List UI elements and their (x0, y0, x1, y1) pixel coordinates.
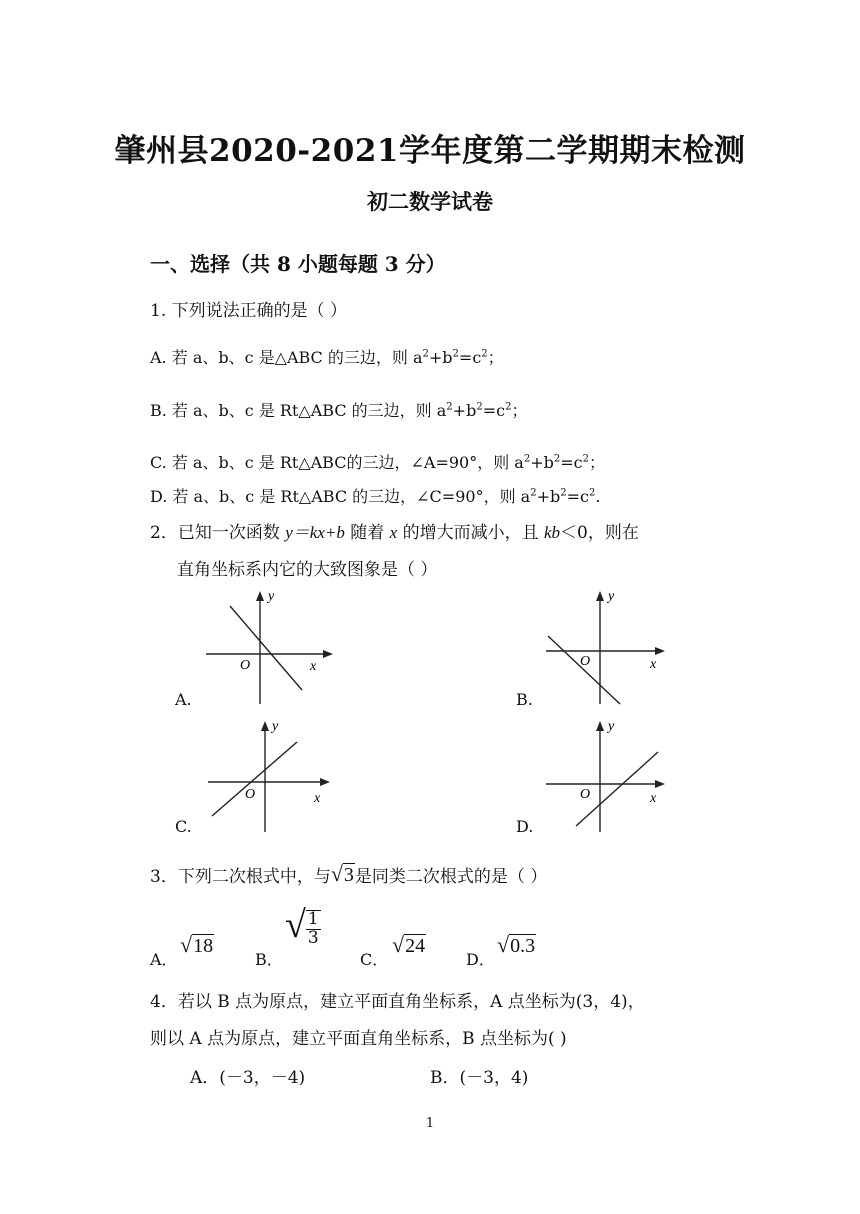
sqrt-icon: √ (497, 932, 510, 957)
q3-d-label: D． (466, 950, 495, 969)
q3-a-radicand: 18 (193, 935, 214, 957)
q1-c-end: ； (589, 453, 606, 472)
q3-d-expr (497, 934, 536, 958)
q1-a-text: A. 若 a、b、c 是△ABC 的三边，则 a (150, 348, 423, 367)
function-line (548, 636, 620, 704)
q1-d-end: . (595, 487, 601, 506)
q1-b-eq: =c (482, 401, 506, 420)
q4-option-b: B．(－3，4) (430, 1068, 529, 1088)
q3-a-expr (180, 934, 214, 958)
q1-c-exp3: 2 (582, 453, 589, 465)
q2-graph-d (540, 714, 680, 834)
axis-x-label: x (310, 659, 317, 674)
q1-a-end: ； (487, 348, 504, 367)
sqrt-icon: √ (392, 932, 405, 957)
q1-d-exp3: 2 (588, 487, 596, 499)
q2-option-d-label: D. (516, 817, 534, 836)
q1-stem: 1. 下列说法正确的是（ ） (150, 301, 348, 321)
q1-c-eq: =c (560, 453, 583, 472)
q1-option-d (150, 484, 600, 507)
sqrt-icon: √ (330, 860, 343, 886)
q3-stem (150, 862, 547, 887)
q1-d-plus: +b (536, 487, 561, 506)
q2-graph-a (200, 586, 340, 708)
q3-b-fraction (306, 910, 321, 948)
sqrt-icon: √ (285, 904, 306, 946)
q1-option-a (150, 345, 504, 368)
function-line (230, 606, 302, 690)
y-axis-arrow-icon (596, 721, 604, 731)
q3-stem-suffix: 是同类二次根式的是（ ） (354, 867, 548, 887)
x-axis-arrow-icon (655, 647, 665, 655)
q2-stem-suffix: ＜0，则在 (560, 523, 639, 543)
q1-b-exp2: 2 (476, 401, 483, 413)
q3-a-label: A． (150, 950, 178, 969)
q3-stem-prefix: 3．下列二次根式中，与 (150, 867, 331, 887)
origin-label: O (580, 654, 591, 669)
q2-stem-line2: 直角坐标系内它的大致图象是（ ） (177, 560, 438, 580)
axis-y-label: y (272, 719, 279, 734)
origin-label: O (580, 787, 591, 802)
axis-x-label: x (314, 791, 321, 806)
q3-b-label: B． (255, 950, 283, 969)
q3-d-radicand: 0.3 (510, 935, 536, 957)
axis-y-label: y (608, 719, 615, 734)
q3-b-numerator: 1 (307, 909, 319, 929)
q2-var-x: x (389, 523, 398, 542)
x-axis-arrow-icon (323, 650, 333, 658)
q1-c-exp1: 2 (523, 453, 531, 465)
q1-c-plus: +b (530, 453, 554, 472)
q2-kb: kb (544, 523, 561, 542)
q2-graph-c (200, 714, 340, 834)
q3-ref-sqrt (330, 860, 355, 887)
q3-c-expr (392, 934, 426, 958)
page-number: 1 (425, 1116, 435, 1131)
exam-title: 肇州县2020-2021学年度第二学期期末检测 (114, 133, 746, 169)
x-axis-arrow-icon (320, 778, 330, 786)
q3-ref-radicand: 3 (343, 863, 354, 886)
q2-option-a-label: A. (175, 690, 192, 709)
q1-c-exp2: 2 (553, 453, 561, 465)
exam-subtitle: 初二数学试卷 (367, 189, 493, 214)
axis-y-label: y (608, 589, 615, 604)
axis-x-label: x (650, 791, 657, 806)
x-axis-arrow-icon (655, 780, 665, 788)
y-axis-arrow-icon (596, 591, 604, 601)
q3-b-denominator: 3 (307, 927, 319, 948)
y-axis-arrow-icon (261, 721, 269, 731)
q1-a-exp1: 2 (422, 348, 429, 360)
section-heading: 一、选择（共 8 小题每题 3 分） (150, 252, 446, 276)
q1-a-exp2: 2 (452, 348, 459, 360)
q1-a-plus: +b (428, 348, 453, 367)
q3-b-expr (285, 906, 321, 948)
q1-d-text: D. 若 a、b、c 是 Rt△ABC 的三边，∠C=90°，则 a (150, 487, 531, 506)
function-line (212, 742, 297, 816)
q1-a-exp3: 2 (481, 348, 488, 360)
q2-function: y＝kx+b (285, 523, 345, 542)
q2-stem-prefix: 2．已知一次函数 (150, 523, 286, 543)
q1-b-exp3: 2 (505, 401, 512, 413)
q1-c-text: C. 若 a、b、c 是 Rt△ABC的三边，∠A=90°，则 a (150, 453, 524, 472)
y-axis-arrow-icon (256, 591, 264, 601)
q4-option-a: A．(－3，－4) (190, 1068, 306, 1088)
q3-c-label: C． (360, 950, 389, 969)
q2-stem-mid: 随着 (344, 523, 390, 543)
q1-option-b (150, 398, 527, 421)
q1-a-eq: =c (458, 348, 482, 367)
q2-stem-line1 (150, 518, 639, 543)
q3-c-radicand: 24 (405, 935, 426, 957)
q1-option-c (150, 450, 605, 473)
q2-option-c-label: C. (175, 817, 192, 836)
q4-stem-line2: 则以 A 点为原点，建立平面直角坐标系，B 点坐标为( ) (150, 1029, 567, 1049)
q2-stem-mid2: 的增大而减小，且 (397, 523, 545, 543)
origin-label: O (245, 787, 256, 802)
sqrt-icon: √ (180, 932, 193, 957)
q1-d-exp1: 2 (530, 487, 537, 499)
q2-option-b-label: B. (516, 690, 533, 709)
q1-d-exp2: 2 (560, 487, 567, 499)
q1-b-text: B. 若 a、b、c 是 Rt△ABC 的三边，则 a (150, 401, 447, 420)
origin-label: O (240, 658, 251, 673)
q1-b-end: ； (511, 401, 528, 420)
q2-graph-b (540, 586, 680, 708)
axis-y-label: y (268, 589, 275, 604)
q1-b-exp1: 2 (446, 401, 453, 413)
q4-stem-line1: 4．若以 B 点为原点，建立平面直角坐标系，A 点坐标为(3，4)， (150, 992, 645, 1012)
q1-d-eq: =c (566, 487, 589, 506)
axis-x-label: x (650, 657, 657, 672)
q1-b-plus: +b (452, 401, 477, 420)
